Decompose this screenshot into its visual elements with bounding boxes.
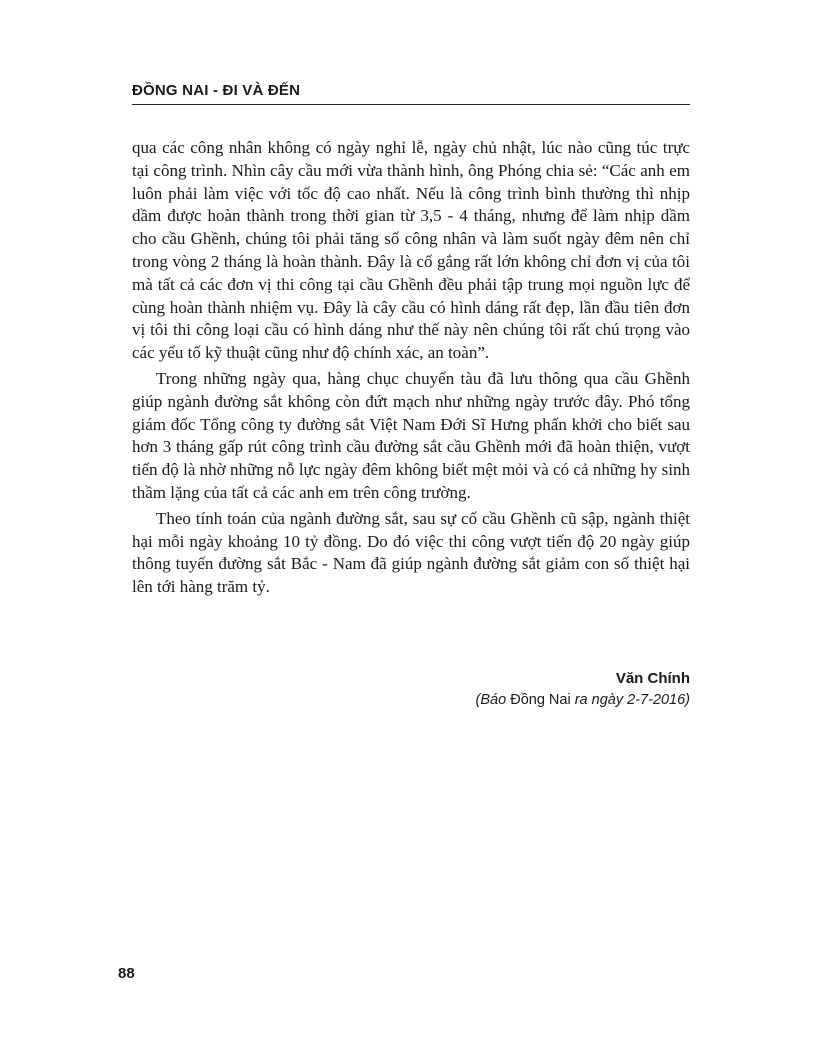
article-paragraph-1: qua các công nhân không có ngày nghỉ lễ, ngày chủ nhật, lúc nào cũng túc trực tại công trình. Nhìn cây cầu mới vừa thành hình, ông Phóng chia sẻ: “Các anh em luôn phải làm việc với tốc độ cao nhất. Nếu là công trình bình thường thì nhịp dầm được hoàn thành trong thời gian từ 3,5 - 4 tháng, nhưng để làm nhịp dầm cho cầu Ghềnh, chúng tôi phải tăng số công nhân và làm suốt ngày đêm nên chỉ trong vòng 2 tháng là hoàn thành. Đây là cố gắng rất lớn không chỉ đơn vị của tôi mà tất cả các đơn vị thi công tại cầu Ghềnh đều phải tập trung mọi nguồn lực để cùng hoàn thành nhiệm vụ. Đây là cây cầu có hình dáng rất đẹp, lần đầu tiên đơn vị tôi thi công loại cầu có hình dáng như thế này nên chúng tôi rất chú trọng vào các yếu tố kỹ thuật cũng như độ chính xác, an toàn”. xyxy=(132,138,690,363)
running-header-title: ĐỒNG NAI - ĐI VÀ ĐẾN xyxy=(132,82,301,99)
source-publication-name: Đồng Nai xyxy=(506,692,575,708)
article-paragraph-3: Theo tính toán của ngành đường sắt, sau sự cố cầu Ghềnh cũ sập, ngành thiệt hại mỗi ngày khoảng 10 tỷ đồng. Do đó việc thi công vượt tiến độ 20 ngày giúp thông tuyến đường sắt Bắc - Nam đã giúp ngành đường sắt giảm con số thiệt hại lên tới hàng trăm tỷ. xyxy=(132,508,690,597)
source-citation xyxy=(132,692,690,708)
source-date: ra ngày 2-7-2016 xyxy=(574,692,686,708)
source-close-paren: ) xyxy=(685,692,690,708)
article-body xyxy=(132,137,690,602)
running-header xyxy=(132,80,690,105)
source-publication-type: Báo xyxy=(480,692,507,708)
article-paragraph-2: Trong những ngày qua, hàng chục chuyến tàu đã lưu thông qua cầu Ghềnh giúp ngành đường sắt không còn đứt mạch như những ngày trước đây. Phó tổng giám đốc Tổng công ty đường sắt Việt Nam Đới Sĩ Hưng phấn khởi cho biết sau hơn 3 tháng gấp rút công trình cầu đường sắt cầu Ghềnh mới đã hoàn thiện, vượt tiến độ là nhờ những nỗ lực ngày đêm không biết mệt mỏi và có cả những hy sinh thầm lặng của tất cả các anh em trên công trường. xyxy=(132,368,690,502)
page-number: 88 xyxy=(118,965,135,982)
source-open-paren: ( xyxy=(475,692,481,708)
author-byline: Văn Chính xyxy=(615,670,690,687)
